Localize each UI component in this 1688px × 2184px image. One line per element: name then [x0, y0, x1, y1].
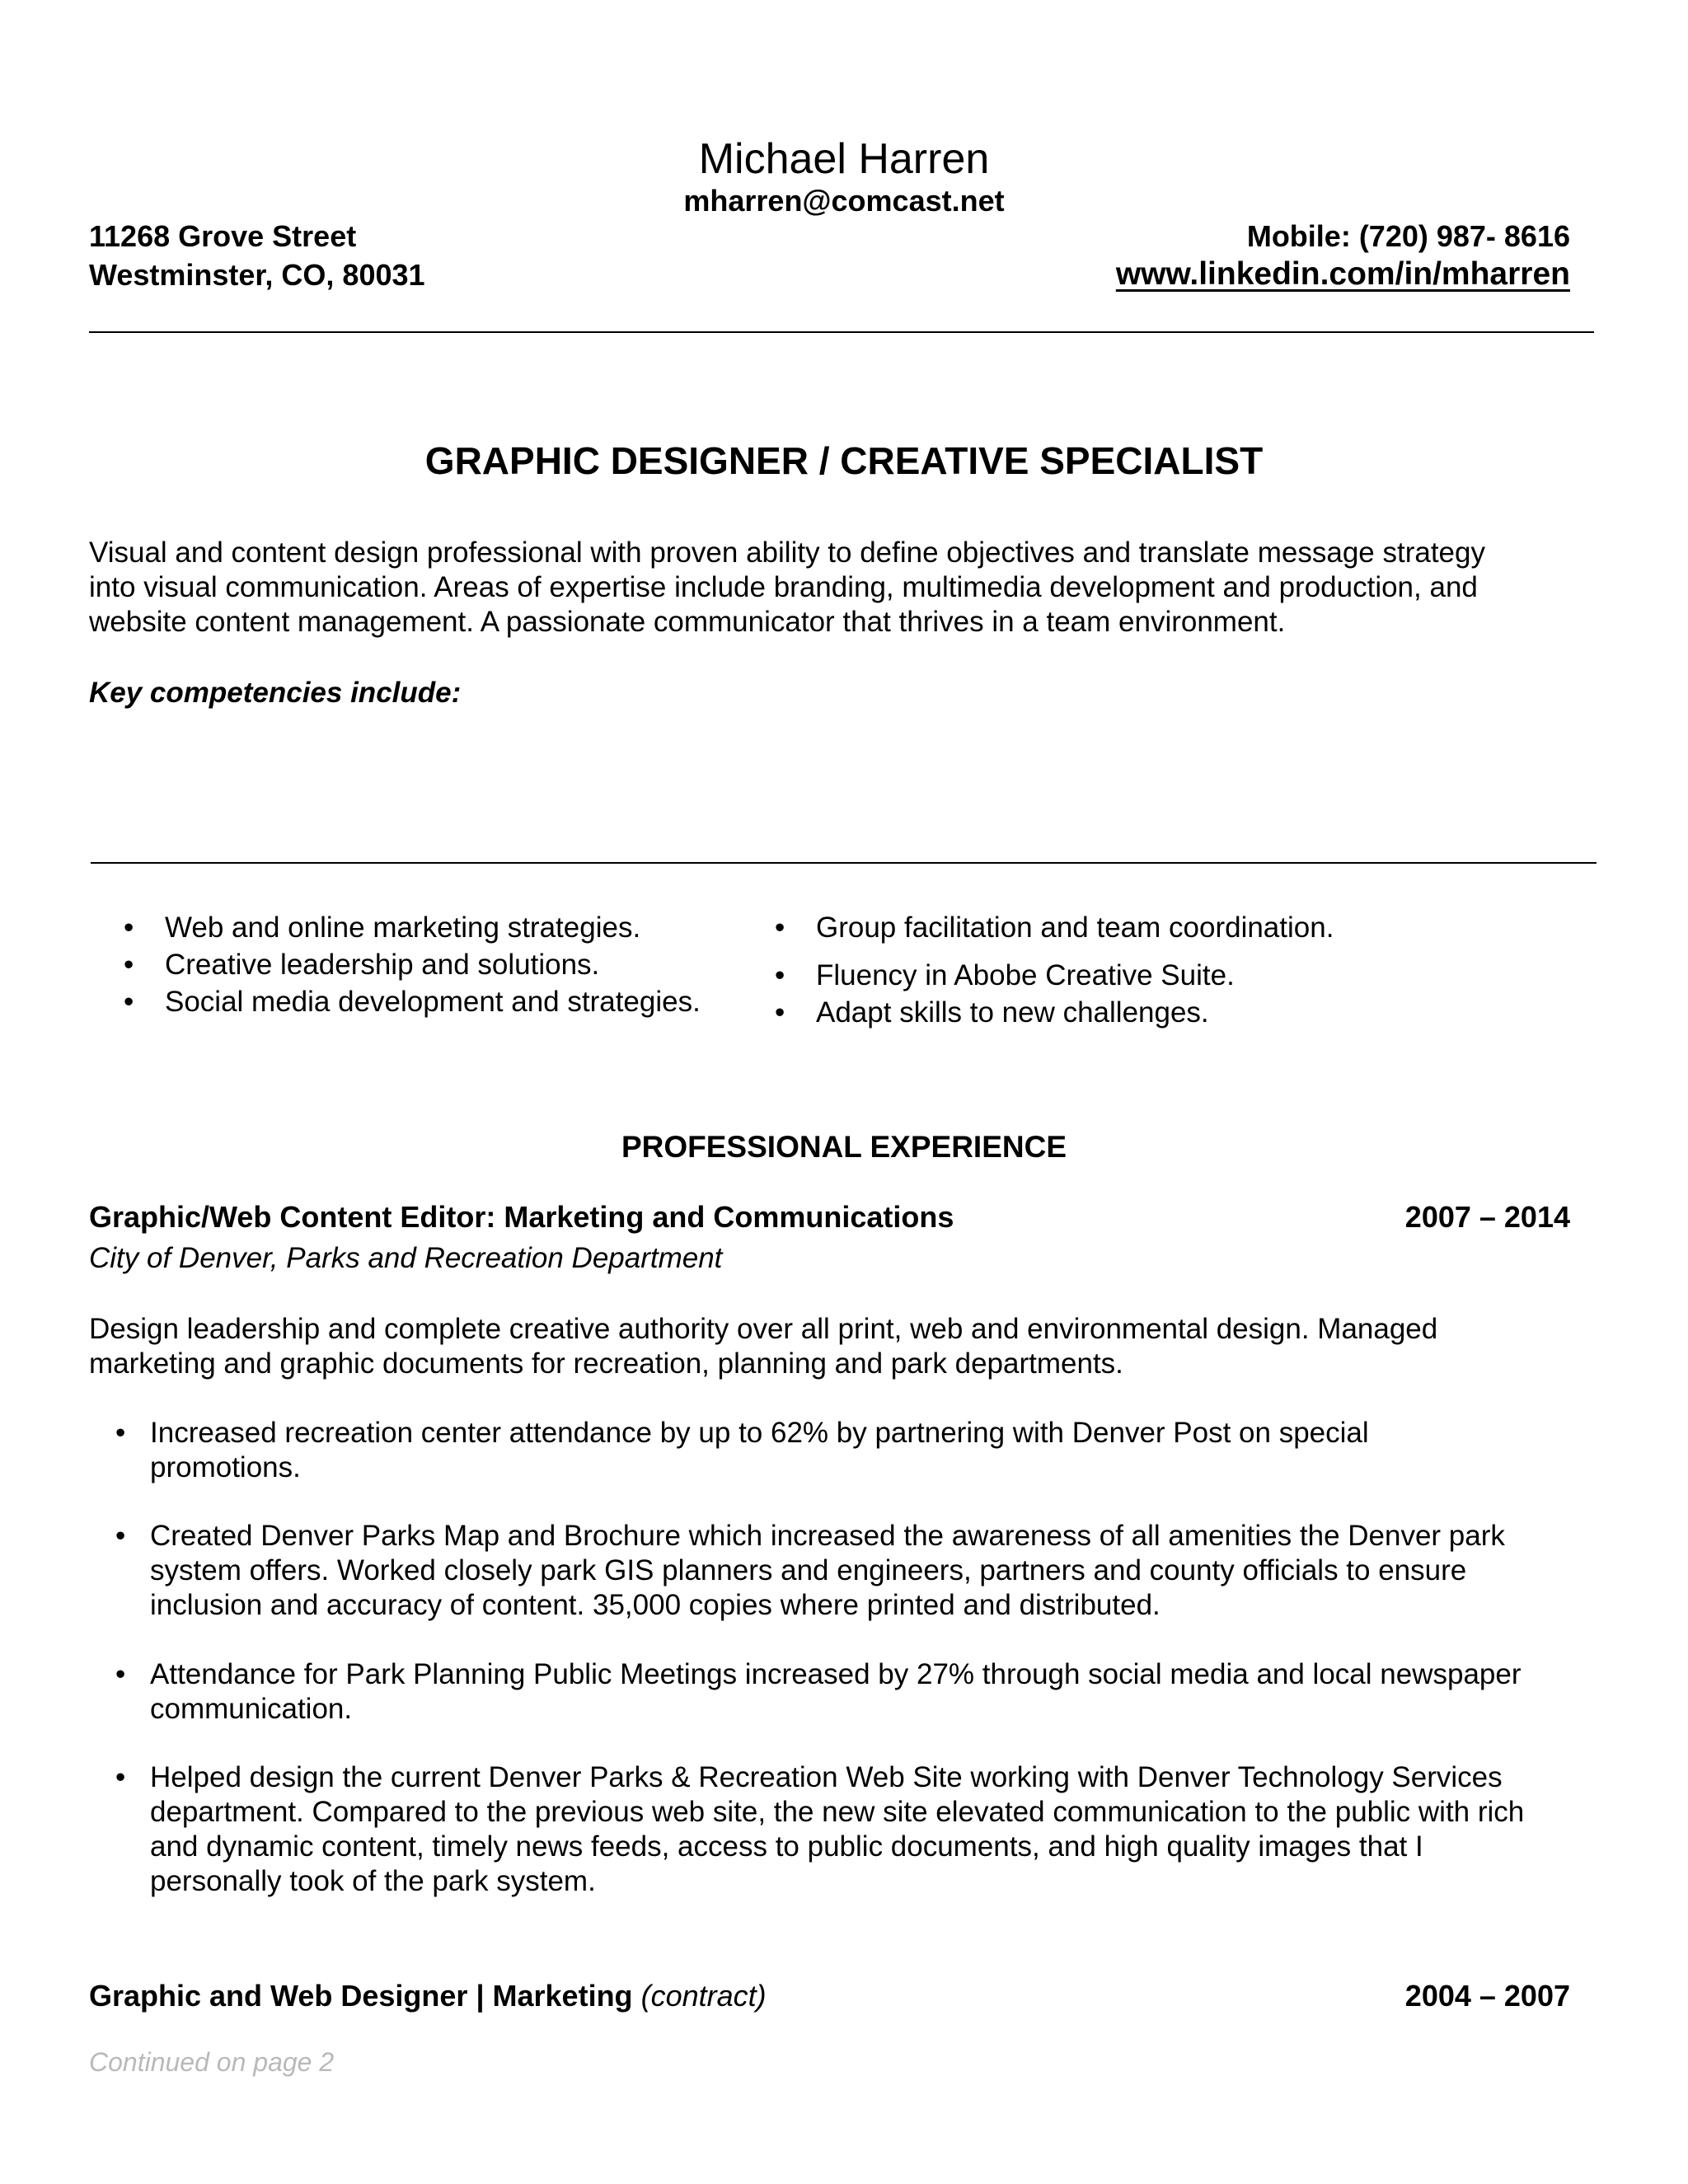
- bullet-line: department. Compared to the previous web site, the new site elevated communication to the public with rich: [150, 1796, 1525, 1828]
- header-divider: [89, 331, 1594, 333]
- list-item: [124, 948, 701, 985]
- competency-text: Social media development and strategies.: [165, 986, 701, 1018]
- bullet-line: Attendance for Park Planning Public Meetings increased by 27% through social media and local newspaper: [150, 1658, 1522, 1690]
- bullet-line: Created Denver Parks Map and Brochure which increased the awareness of all amenities the Denver park: [150, 1520, 1505, 1552]
- bullet-line: system offers. Worked closely park GIS planners and engineers, partners and county officials to ensure: [150, 1554, 1467, 1586]
- summary-line: into visual communication. Areas of expertise include branding, multimedia development and production, and: [89, 571, 1478, 603]
- list-item: [115, 1416, 1599, 1485]
- bullet-icon: •: [775, 912, 785, 944]
- competencies-left-list: [124, 911, 701, 1022]
- linkedin-link[interactable]: www.linkedin.com/in/mharren: [1115, 256, 1570, 292]
- bullet-icon: •: [115, 1520, 126, 1552]
- achievement-bullet: [115, 1416, 1599, 1485]
- bullet-line: and dynamic content, timely news feeds, access to public documents, and high quality images that I: [150, 1830, 1423, 1863]
- list-item: [115, 1657, 1599, 1727]
- bullet-icon: •: [115, 1761, 126, 1793]
- list-item: [775, 911, 1334, 958]
- list-item: [124, 985, 701, 1022]
- summary-line: Visual and content design professional with proven ability to define objectives and translate message strategy: [89, 537, 1485, 569]
- email-address: mharren@comcast.net: [683, 184, 1005, 218]
- job-title: [89, 1979, 767, 2013]
- bullet-line: Increased recreation center attendance by up to 62% by partnering with Denver Post on special: [150, 1417, 1369, 1449]
- job-title-contract: (contract): [640, 1979, 767, 2013]
- summary-line: website content management. A passionate communicator that thrives in a team environment.: [89, 606, 1286, 638]
- bullet-icon: •: [115, 1417, 126, 1449]
- job-dates: 2007 – 2014: [1404, 1200, 1570, 1234]
- bullet-line: promotions.: [150, 1451, 301, 1483]
- bullet-icon: •: [124, 912, 134, 944]
- street-address: 11268 Grove Street: [89, 219, 357, 253]
- competencies-divider: [91, 862, 1597, 864]
- achievement-bullet: [115, 1760, 1599, 1899]
- bullet-icon: •: [775, 959, 785, 991]
- bullet-icon: •: [775, 996, 785, 1029]
- candidate-name: Michael Harren: [698, 135, 990, 183]
- bullet-line: inclusion and accuracy of content. 35,000 copies where printed and distributed.: [150, 1589, 1160, 1621]
- experience-section-title: PROFESSIONAL EXPERIENCE: [621, 1130, 1067, 1164]
- competency-text: Creative leadership and solutions.: [165, 949, 600, 981]
- job-dates: 2004 – 2007: [1404, 1979, 1570, 2013]
- job-description: [89, 1312, 1614, 1381]
- city-state-zip: Westminster, CO, 80031: [89, 258, 425, 292]
- competency-text: Fluency in Abobe Creative Suite.: [816, 959, 1235, 991]
- mobile-number: Mobile: (720) 987- 8616: [1246, 219, 1570, 253]
- bullet-icon: •: [124, 986, 134, 1018]
- bullet-icon: •: [124, 949, 134, 981]
- list-item: [775, 958, 1334, 996]
- achievement-bullet: [115, 1519, 1599, 1623]
- list-item: [124, 911, 701, 948]
- list-item: [115, 1760, 1599, 1899]
- achievement-bullet: [115, 1657, 1599, 1727]
- description-line: marketing and graphic documents for recreation, planning and park departments.: [89, 1347, 1123, 1380]
- list-item: [775, 996, 1334, 1033]
- bullet-icon: •: [115, 1658, 126, 1690]
- bullet-line: Helped design the current Denver Parks & Recreation Web Site working with Denver Technology Services: [150, 1761, 1503, 1793]
- professional-headline: GRAPHIC DESIGNER / CREATIVE SPECIALIST: [424, 439, 1264, 482]
- competencies-heading: Key competencies include:: [89, 677, 462, 709]
- job-organization: City of Denver, Parks and Recreation Department: [89, 1242, 723, 1274]
- list-item: [115, 1519, 1599, 1623]
- competency-text: Adapt skills to new challenges.: [816, 996, 1209, 1029]
- bullet-line: communication.: [150, 1693, 353, 1725]
- competencies-right-list: [775, 911, 1334, 1033]
- summary-paragraph: [89, 536, 1614, 640]
- job-title: Graphic/Web Content Editor: Marketing and Communications: [89, 1200, 954, 1234]
- competency-text: Group facilitation and team coordination.: [816, 912, 1334, 944]
- job-title-main: Graphic and Web Designer | Marketing: [89, 1979, 633, 2013]
- description-line: Design leadership and complete creative authority over all print, web and environmental design. Managed: [89, 1313, 1438, 1345]
- bullet-line: personally took of the park system.: [150, 1865, 596, 1897]
- competency-text: Web and online marketing strategies.: [165, 912, 641, 944]
- page-continuation-note: Continued on page 2: [89, 2047, 335, 2077]
